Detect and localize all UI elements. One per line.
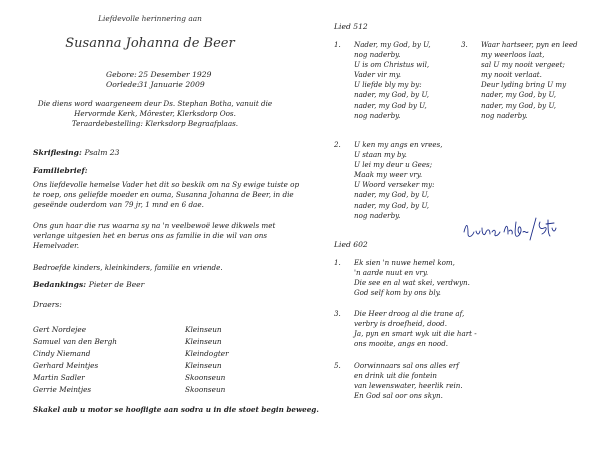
table-row [33, 360, 229, 372]
thanks-heading [33, 280, 144, 289]
intro-line: Liefdevolle herinnering aan [98, 14, 202, 23]
verse-line: nader, my God by U, [354, 100, 427, 110]
bearers-table [33, 324, 229, 395]
died-label: Oorlede: [106, 80, 140, 89]
dates-block [106, 70, 211, 90]
family-letter-p1: Ons liefdevolle hemelse Vader het dit so beskik om na Sy ewige tuiste op te roep, ons geliefde moeder en ouma, Susanna Johanna de Beer, in die geseënde ouderdom van 79 jr, 1 mnd en 6 dae. [33, 180, 300, 210]
bearer-name: Gerrie Meintjes [33, 384, 92, 394]
service-line-3: Teraardebestelling: Klerksdorp Begraafplaas. [71, 119, 239, 128]
family-letter-label: Familiebrief: [33, 166, 88, 175]
bearer-relation: Kleinseun [185, 360, 222, 370]
table-row [33, 348, 229, 360]
verse-line: God self kom by ons bly. [354, 288, 441, 298]
verse-line: U liefde bly my by: [354, 80, 422, 90]
bearer-relation: Skoonseun [185, 384, 226, 394]
verse-line: ons mooite, angs en nood. [354, 339, 448, 349]
bearers-label: Draers: [33, 300, 62, 309]
verse-line: Oorwinnaars sal ons alles erf [354, 361, 459, 370]
verse-line: nader, my God, by U, [354, 200, 430, 210]
table-row [33, 384, 229, 396]
deceased-name: Susanna Johanna de Beer [65, 36, 235, 51]
verse-number: 1. [334, 40, 341, 49]
verse-line: nog naderby. [481, 110, 528, 120]
bearer-name: Cindy Niemand [33, 348, 91, 358]
verse-line: U is om Christus wil, [354, 60, 430, 70]
bearer-name: Gerhard Meintjes [33, 360, 99, 370]
verse-line: Ek sien 'n nuwe hemel kom, [354, 258, 455, 267]
verse-line: Deur lyding bring U my [481, 80, 567, 90]
service-line-2: Hervormde Kerk, Môrester, Klerksdorp Oos. [74, 109, 236, 118]
verse-line: Maak my weer vry. [354, 170, 423, 180]
bearer-name: Samuel van den Bergh [33, 336, 117, 346]
family-letter-p2: Ons gun haar die rus waarna sy na 'n veelbewoë lewe dikwels met verlange uitgesien het en berus ons as familie in die wil van ons Hemelvader. [33, 221, 276, 251]
service-info [10, 99, 300, 129]
reading-label: Skriflesing: [33, 148, 82, 157]
bearer-relation: Kleindogter [185, 348, 229, 358]
verse-line: U Woord verseker my: [354, 180, 435, 190]
verse-line: nader, my God, by U, [481, 90, 557, 100]
verse-line: Waar hartseer, pyn en leed [481, 40, 578, 49]
family-letter-p3: Bedroefde kinders, kleinkinders, familie en vriende. [33, 263, 223, 272]
verse-number: 1. [334, 258, 341, 267]
verse-line: Ja, pyn en smart wyk uit die hart - [354, 329, 477, 339]
table-row [33, 336, 229, 348]
bearer-name: Martin Sadler [33, 372, 85, 382]
hymn1-title: Lied 512 [334, 22, 368, 31]
verse-line: my weerloos laat, [481, 50, 545, 60]
verse-line: van lewenswater, heerlik rein. [354, 381, 463, 391]
verse-number: 2. [334, 140, 341, 149]
table-row [33, 372, 229, 384]
verse-line: En God sal oor ons skyn. [354, 391, 443, 401]
bearer-relation: Kleinseun [185, 325, 222, 334]
verse-line: Die Heer droog al die trane af, [354, 309, 465, 318]
bearer-relation: Skoonseun [185, 372, 226, 382]
handwritten-signature [460, 210, 560, 250]
verse-line: nog naderby. [354, 110, 401, 120]
thanks-value: Pieter de Beer [88, 280, 145, 289]
verse-number: 3. [334, 309, 341, 318]
verse-line: sal U my nooit vergeet; [481, 60, 565, 70]
verse-line: Die see en al wat skei, verdwyn. [354, 278, 470, 288]
verse-line: nader, my God, by U, [354, 190, 430, 200]
born-label: Gebore: [106, 70, 137, 79]
verse-line: Vader vir my. [354, 70, 402, 80]
verse-line: nader, my God, by U, [354, 90, 430, 100]
verse-line: verbry is droefheid, dood. [354, 319, 447, 329]
thanks-label: Bedankings: [33, 280, 87, 289]
hymn2-title: Lied 602 [334, 240, 368, 249]
verse-line: U staan my by. [354, 150, 407, 160]
verse-line: 'n aarde nuut en vry. [354, 268, 429, 278]
reading-heading [33, 148, 119, 157]
bearer-name: Gert Nordejee [33, 325, 87, 334]
verse-line: U lei my deur u Gees; [354, 160, 433, 170]
verse-line: en drink uit die fontein [354, 371, 437, 381]
verse-line: nog naderby. [354, 50, 401, 60]
verse-line: nader, my God, by U, [481, 100, 557, 110]
verse-line: my nooit verlaat. [481, 70, 542, 80]
died-date: 31 Januarie 2009 [138, 80, 205, 89]
table-row [33, 324, 229, 336]
born-date: 25 Desember 1929 [138, 70, 212, 79]
verse-line: nog naderby. [354, 210, 401, 220]
service-line-1: Die diens word waargeneem deur Ds. Stephan Botha, vanuit die [37, 99, 273, 108]
verse-line: U ken my angs en vrees, [354, 140, 443, 149]
bearer-relation: Kleinseun [185, 336, 222, 346]
verse-line: Nader, my God, by U, [354, 40, 431, 49]
reading-value: Psalm 23 [84, 148, 120, 157]
verse-number: 3. [461, 40, 468, 49]
verse-number: 5. [334, 361, 341, 370]
footer-note: Skakel aub u motor se hoofligte aan sodra u in die stoet begin beweeg. [33, 405, 319, 414]
